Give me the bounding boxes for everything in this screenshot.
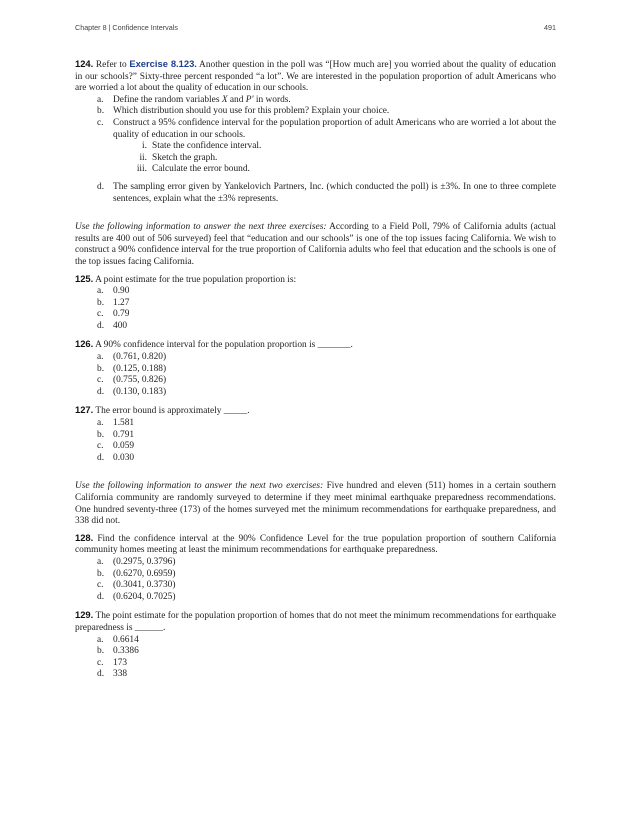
info-block-1 <box>75 222 556 268</box>
exercise-124-prompt <box>75 58 556 95</box>
answer-option <box>75 321 556 333</box>
answer-options <box>75 286 556 332</box>
answer-option <box>75 387 556 399</box>
option-text: (0.6270, 0.6959) <box>113 568 176 579</box>
answer-options <box>75 557 556 603</box>
prompt-text: A point estimate for the true population proportion is: <box>93 274 297 285</box>
option-text: (0.761, 0.820) <box>113 352 167 363</box>
option-label: d. <box>97 591 105 602</box>
option-label: a. <box>97 418 104 429</box>
exercise-125-prompt <box>75 273 556 287</box>
answer-option <box>75 352 556 364</box>
option-text: (0.2975, 0.3796) <box>113 556 176 567</box>
answer-option <box>75 375 556 387</box>
exercise-number: 125. <box>75 272 94 284</box>
option-label: c. <box>97 657 104 668</box>
answer-option <box>75 646 556 658</box>
info-intro: Use the following information to answer the next three exercises: <box>75 222 327 233</box>
prompt-text: A 90% confidence interval for the population proportion is _______. <box>93 340 353 351</box>
option-label: c. <box>97 375 104 386</box>
exercise-link[interactable]: Exercise 8.123. <box>129 58 197 69</box>
option-text: 338 <box>113 669 128 680</box>
info-intro: Use the following information to answer the next two exercises: <box>75 481 324 492</box>
part-label: a. <box>97 94 104 105</box>
option-text: (0.130, 0.183) <box>113 386 167 397</box>
option-label: a. <box>97 634 104 645</box>
page-header <box>75 23 556 35</box>
option-text: (0.755, 0.826) <box>113 375 167 386</box>
option-text: (0.125, 0.188) <box>113 363 167 374</box>
info-text: Five hundred and eleven (511) homes in a certain southern California community are randomly surveyed to determine if they meet minimal earthquake preparedness recommendations. One hundred seventy-three (173) of the homes surveyed met the minimum recommendations for earthquake preparedness, and 338 did not. <box>75 481 556 527</box>
chapter-title: Chapter 8 | Confidence Intervals <box>75 23 178 32</box>
exercise-129-prompt <box>75 609 556 634</box>
answer-option <box>75 557 556 569</box>
exercise-126 <box>75 338 556 398</box>
exercise-number: 124. <box>75 58 94 69</box>
answer-option <box>75 569 556 581</box>
answer-option <box>75 441 556 453</box>
exercise-125 <box>75 273 556 333</box>
subpart-label: iii. <box>136 164 147 175</box>
answer-options <box>75 418 556 464</box>
part-label: c. <box>97 117 104 128</box>
prompt-text: Another question in the poll was “[How much are] you worried about the quality of education in our schools?” Sixty-three percent responded “a lot”. We are interested in the population proportion of adult Americans who are worried a lot about the quality of education in our schools. <box>75 60 556 94</box>
subpart-item <box>75 164 556 176</box>
answer-option <box>75 453 556 465</box>
option-label: a. <box>97 352 104 363</box>
part-label: b. <box>97 106 105 117</box>
option-text: 0.791 <box>113 429 135 440</box>
option-text: (0.3041, 0.3730) <box>113 580 176 591</box>
answer-option <box>75 430 556 442</box>
option-label: c. <box>97 309 104 320</box>
answer-option <box>75 418 556 430</box>
option-label: c. <box>97 441 104 452</box>
option-text: 400 <box>113 320 128 331</box>
option-label: b. <box>97 363 105 374</box>
prompt-text: The point estimate for the population proportion of homes that do not meet the minimum recommendations for earthquake preparedness is ______. <box>75 611 556 633</box>
info-block-2 <box>75 481 556 527</box>
part-item <box>75 118 556 176</box>
exercise-127 <box>75 404 556 464</box>
option-label: a. <box>97 286 104 297</box>
variable-x: X <box>221 94 228 105</box>
part-text: and <box>227 94 246 105</box>
option-text: 0.90 <box>113 286 130 297</box>
option-label: b. <box>97 429 105 440</box>
subpart-item <box>75 141 556 153</box>
option-label: d. <box>97 320 105 331</box>
option-label: d. <box>97 386 105 397</box>
exercise-127-prompt <box>75 404 556 418</box>
subpart-label: i. <box>142 141 147 152</box>
option-label: b. <box>97 297 105 308</box>
answer-option <box>75 658 556 670</box>
info-text: According to a Field Poll, 79% of California adults (actual results are 400 out of 506 surveyed) feel that “education and our schools” is one of the top issues facing California. We wish to construct a 90% confidence interval for the true proportion of California adults who feel that education and the schools is one of the top issues facing California. <box>75 222 557 267</box>
subpart-label: ii. <box>139 152 147 163</box>
answer-option <box>75 286 556 298</box>
subpart-text: Calculate the error bound. <box>152 164 250 175</box>
part-text: The sampling error given by Yankelovich Partners, Inc. (which conducted the poll) is ±3%. In one to three complete sentences, explain what the ±3% represents. <box>113 181 556 204</box>
subpart-list <box>113 141 556 176</box>
part-item <box>75 95 556 107</box>
answer-option <box>75 669 556 681</box>
exercise-129 <box>75 609 556 681</box>
part-item <box>75 106 556 118</box>
exercise-number: 128. <box>75 531 94 543</box>
answer-option <box>75 364 556 376</box>
option-text: (0.6204, 0.7025) <box>113 591 176 602</box>
option-text: 1.27 <box>113 297 130 308</box>
answer-option <box>75 580 556 592</box>
option-label: c. <box>97 580 104 591</box>
option-text: 0.3386 <box>113 646 139 657</box>
option-label: b. <box>97 646 105 657</box>
exercise-126-prompt <box>75 338 556 352</box>
answer-options <box>75 635 556 681</box>
part-text: Define the random variables <box>113 94 222 105</box>
page-content <box>75 58 556 681</box>
answer-option <box>75 298 556 310</box>
prompt-text: The error bound is approximately _____. <box>93 406 250 417</box>
subpart-item <box>75 153 556 165</box>
exercise-128 <box>75 532 556 604</box>
part-text: Construct a 95% confidence interval for the population proportion of adult Americans who are worried a lot about the quality of education in our schools. <box>113 117 556 140</box>
option-text: 0.6614 <box>113 634 139 645</box>
option-label: d. <box>97 669 105 680</box>
option-text: 173 <box>113 657 128 668</box>
part-text: in words. <box>253 94 291 105</box>
answer-option <box>75 592 556 604</box>
answer-options <box>75 352 556 398</box>
subpart-text: Sketch the graph. <box>152 152 218 163</box>
part-label: d. <box>97 181 105 192</box>
prompt-text: Find the confidence interval at the 90% Confidence Level for the true population proportion of southern California community homes meeting at least the minimum recommendations for earthquake preparedness. <box>75 533 556 556</box>
option-label: a. <box>97 556 104 567</box>
option-text: 0.059 <box>113 441 135 452</box>
option-text: 0.030 <box>113 452 135 463</box>
option-label: b. <box>97 568 105 579</box>
page-number: 491 <box>544 23 556 32</box>
exercise-number: 127. <box>75 404 94 416</box>
exercise-124 <box>75 58 556 205</box>
answer-option <box>75 635 556 647</box>
answer-option <box>75 309 556 321</box>
prompt-text: Refer to <box>93 60 130 70</box>
part-text: Which distribution should you use for this problem? Explain your choice. <box>113 106 390 117</box>
exercise-128-prompt <box>75 532 556 557</box>
subpart-text: State the confidence interval. <box>152 141 262 152</box>
option-text: 1.581 <box>113 418 135 429</box>
part-item <box>75 182 556 205</box>
variable-p-prime: P' <box>245 94 254 105</box>
exercise-number: 126. <box>75 338 94 350</box>
option-label: d. <box>97 452 105 463</box>
option-text: 0.79 <box>113 309 130 320</box>
exercise-124-parts <box>75 95 556 205</box>
exercise-number: 129. <box>75 609 94 621</box>
